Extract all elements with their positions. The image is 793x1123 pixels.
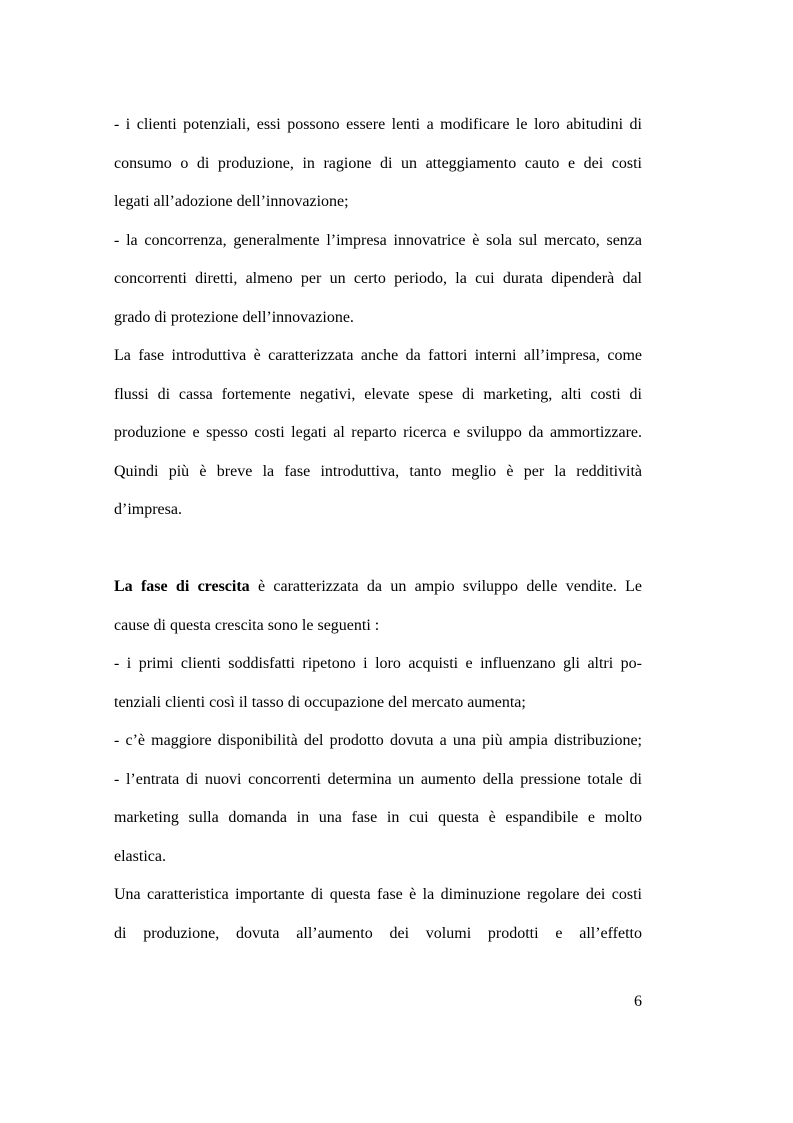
text-line: - la concorrenza, generalmente l’impresa innovatrice è sola sul mercato, senza [114, 231, 642, 249]
text-line: Quindi più è breve la fase introduttiva, tanto meglio è per la redditività [114, 462, 642, 480]
text-line: Una caratteristica importante di questa fase è la diminuzione regolare dei costi [114, 886, 642, 903]
text-line: di produzione, dovuta all’aumento dei volumi prodotti e all’effetto [114, 924, 642, 942]
paragraph-gap [114, 534, 642, 573]
text-line: La fase introduttiva è caratterizzata anche da fattori interni all’impresa, come [114, 347, 642, 364]
text-line: - i clienti potenziali, essi possono essere lenti a modificare le loro abitudini di [114, 116, 642, 133]
text-line: - c’è maggiore disponibilità del prodotto dovuta a una più ampia distribuzione; [114, 732, 642, 749]
text-line: legati all’adozione dell’innovazione; [114, 193, 349, 210]
text-line: grado di protezione dell’innovazione. [114, 308, 354, 326]
text-line: - i primi clienti soddisfatti ripetono i loro acquisti e influenzano gli altri po- [114, 655, 642, 672]
text-line: marketing sulla domanda in una fase in cui questa è espandibile e molto [114, 809, 642, 826]
page-number: 6 [634, 993, 642, 1010]
section-heading-rest: è caratterizzata da un ampio sviluppo delle vendite. Le [249, 578, 642, 595]
text-line: d’impresa. [114, 501, 182, 518]
text-line: concorrenti diretti, almeno per un certo periodo, la cui durata dipenderà dal [114, 270, 642, 287]
text-line: consumo o di produzione, in ragione di un atteggiamento cauto e dei costi [114, 154, 642, 172]
section-heading-line [114, 572, 642, 611]
text-line: tenziali clienti così il tasso di occupazione del mercato aumenta; [114, 693, 526, 711]
text-line: cause di questa crescita sono le seguenti : [114, 616, 380, 634]
body-text [114, 110, 642, 957]
text-line: produzione e spesso costi legati al reparto ricerca e sviluppo da ammortizzare. [114, 424, 642, 441]
section-heading: La fase di crescita [114, 578, 250, 595]
text-line: flussi di cassa fortemente negativi, elevate spese di marketing, alti costi di [114, 385, 642, 403]
text-line: elastica. [114, 847, 166, 865]
text-line: - l’entrata di nuovi concorrenti determina un aumento della pressione totale di [114, 770, 642, 788]
